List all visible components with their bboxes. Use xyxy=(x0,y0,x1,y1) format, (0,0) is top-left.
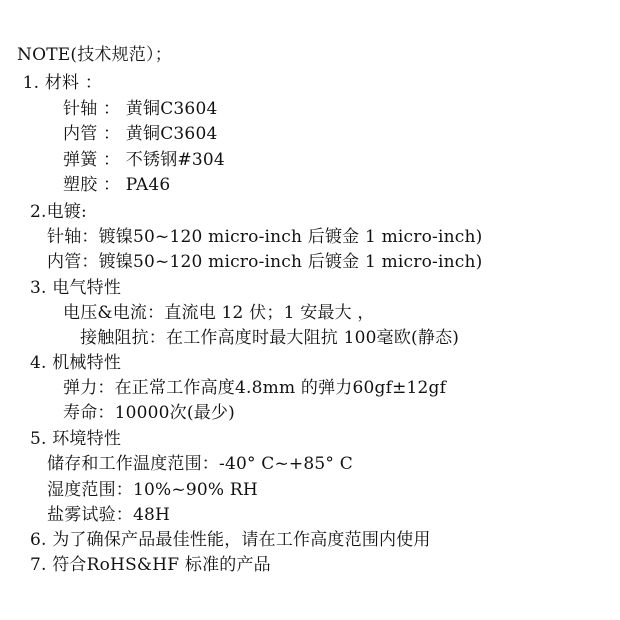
plating-pin: 针轴：镀镍50~120 micro-inch 后镀金 1 micro-inch) xyxy=(47,227,483,247)
note-7: 7. 符合RoHS&HF 标准的产品 xyxy=(30,555,271,575)
environment-temperature: 储存和工作温度范围：-40° C~+85° C xyxy=(47,454,353,474)
plating-tube: 内管：镀镍50~120 micro-inch 后镀金 1 micro-inch) xyxy=(47,252,483,272)
electrical-heading: 3. 电气特性 xyxy=(30,278,122,298)
materials-tube: 内管 ： 黄铜C3604 xyxy=(63,124,218,144)
note-6: 6. 为了确保产品最佳性能，请在工作高度范围内使用 xyxy=(30,530,431,550)
environment-humidity: 湿度范围：10%~90% RH xyxy=(47,480,258,500)
electrical-voltage-current: 电压&电流：直流电 12 伏；1 安最大 ， xyxy=(63,303,375,323)
environment-salt-spray: 盐雾试验：48H xyxy=(47,505,171,525)
materials-plastic: 塑胶 ： PA46 xyxy=(63,175,171,195)
plating-heading: 2.电镀: xyxy=(30,202,87,222)
materials-pin: 针轴 ： 黄铜C3604 xyxy=(63,99,218,119)
materials-heading: 1. 材料 ： xyxy=(17,73,103,93)
materials-spring: 弹簧 ： 不锈钢#304 xyxy=(63,150,225,170)
mechanical-spring-force: 弹力：在正常工作高度4.8mm 的弹力60gf±12gf xyxy=(63,378,447,398)
environment-heading: 5. 环境特性 xyxy=(30,429,122,449)
electrical-contact-resistance: 接触阻抗：在工作高度时最大阻抗 100毫欧(静态) xyxy=(80,328,460,348)
mechanical-heading: 4. 机械特性 xyxy=(30,353,122,373)
note-title: NOTE(技术规范）； xyxy=(17,45,172,65)
mechanical-life: 寿命：10000次(最少) xyxy=(63,403,235,423)
